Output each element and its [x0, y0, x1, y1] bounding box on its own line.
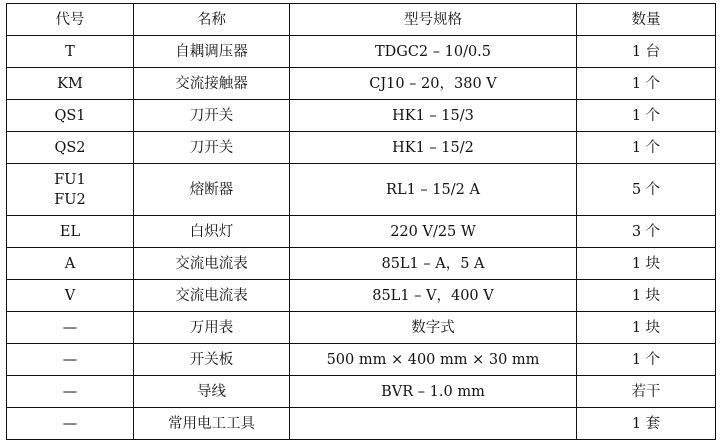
cell-code: [7, 312, 134, 344]
cell-spec: RL1 – 15/2 A: [290, 164, 577, 216]
cell-qty: 1 个: [577, 344, 716, 376]
table-row: [7, 248, 716, 280]
cell-name: 交流电流表: [134, 248, 290, 280]
table-body: [7, 36, 716, 440]
header-qty: 数量: [577, 4, 716, 36]
table-row: [7, 312, 716, 344]
cell-spec: 85L1 – A，5 A: [290, 248, 577, 280]
cell-spec: [290, 408, 577, 440]
cell-spec: HK1 – 15/2: [290, 132, 577, 164]
cell-code: [7, 100, 134, 132]
cell-qty: 1 块: [577, 312, 716, 344]
cell-name: 刀开关: [134, 100, 290, 132]
cell-name: 白炽灯: [134, 216, 290, 248]
code-value: T: [65, 43, 75, 60]
cell-qty: 1 台: [577, 36, 716, 68]
cell-spec: BVR – 1.0 mm: [290, 376, 577, 408]
table-row: [7, 216, 716, 248]
code-value: A: [64, 255, 76, 272]
header-spec: 型号规格: [290, 4, 577, 36]
cell-qty: 1 套: [577, 408, 716, 440]
table-row: [7, 408, 716, 440]
code-value: V: [64, 287, 76, 304]
cell-name: 交流电流表: [134, 280, 290, 312]
header-code: 代号: [7, 4, 134, 36]
code-value: —: [62, 351, 78, 368]
cell-name: 常用电工工具: [134, 408, 290, 440]
cell-spec: 数字式: [290, 312, 577, 344]
cell-code: [7, 376, 134, 408]
cell-code: [7, 164, 134, 216]
cell-qty: 1 个: [577, 68, 716, 100]
cell-qty: 3 个: [577, 216, 716, 248]
cell-spec: HK1 – 15/3: [290, 100, 577, 132]
cell-code: [7, 68, 134, 100]
cell-code: [7, 344, 134, 376]
code-value: —: [62, 383, 78, 400]
cell-code: [7, 216, 134, 248]
code-value: —: [62, 415, 78, 432]
table-row: [7, 280, 716, 312]
table-row: [7, 100, 716, 132]
table-row: [7, 36, 716, 68]
cell-qty: 1 块: [577, 280, 716, 312]
code-value: FU1: [54, 171, 86, 188]
header-name: 名称: [134, 4, 290, 36]
cell-name: 刀开关: [134, 132, 290, 164]
cell-spec: TDGC2 – 10/0.5: [290, 36, 577, 68]
cell-code: [7, 248, 134, 280]
code-value: FU2: [54, 191, 86, 208]
cell-spec: CJ10 – 20，380 V: [290, 68, 577, 100]
table-row: [7, 68, 716, 100]
cell-qty: 1 块: [577, 248, 716, 280]
cell-qty: 1 个: [577, 100, 716, 132]
cell-code: [7, 408, 134, 440]
code-value: QS1: [54, 107, 86, 124]
cell-code: [7, 132, 134, 164]
code-value: —: [62, 319, 78, 336]
table-row: [7, 132, 716, 164]
equipment-table: [6, 3, 716, 440]
cell-name: 开关板: [134, 344, 290, 376]
cell-name: 万用表: [134, 312, 290, 344]
table-row: [7, 164, 716, 216]
cell-name: 导线: [134, 376, 290, 408]
cell-spec: 85L1 – V，400 V: [290, 280, 577, 312]
code-value: KM: [57, 75, 83, 92]
cell-qty: 1 个: [577, 132, 716, 164]
cell-code: [7, 280, 134, 312]
table-row: [7, 376, 716, 408]
cell-qty: 若干: [577, 376, 716, 408]
cell-name: 自耦调压器: [134, 36, 290, 68]
cell-qty: 5 个: [577, 164, 716, 216]
table-row: [7, 344, 716, 376]
code-value: EL: [59, 223, 81, 240]
cell-name: 熔断器: [134, 164, 290, 216]
cell-name: 交流接触器: [134, 68, 290, 100]
cell-code: [7, 36, 134, 68]
cell-spec: 220 V/25 W: [290, 216, 577, 248]
cell-spec: 500 mm × 400 mm × 30 mm: [290, 344, 577, 376]
header-row: [7, 4, 716, 36]
code-value: QS2: [54, 139, 86, 156]
